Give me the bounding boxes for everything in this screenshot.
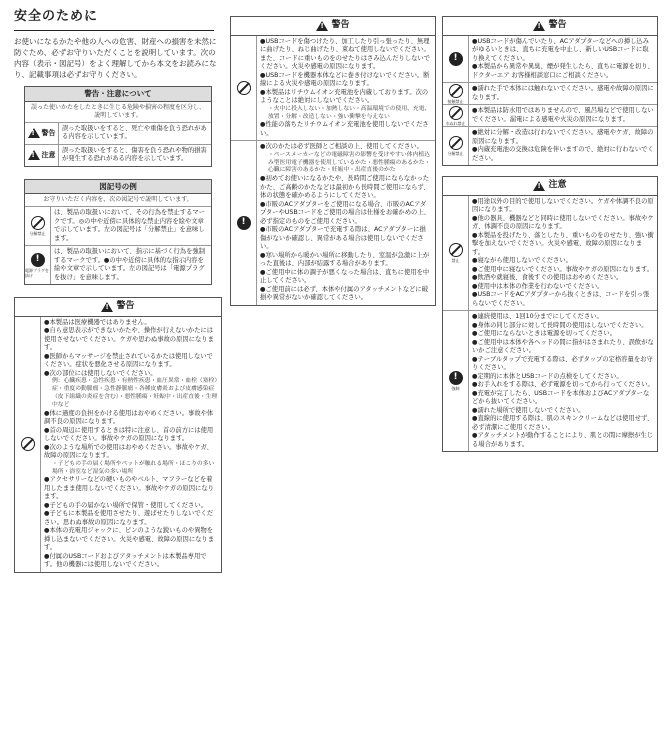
warning-list-2a: ●USBコードを傷つけたり、加工したり引っ張ったり、無理に曲げたり、ねじ曲げたり、束ねて使用しないでください。また、コードに重いものをのせたりはさみ込んだりしないでください。火災や感電の原因になります。 ●USBコードを機器本体などに巻き付けないでください。断線による火災や感電の原因になります。 ●本製品はリチウムイオン充電池を内蔵しております。次のようなことは絶対にしないでください。 ・火中に投入しない・加熱しない・高温環境での使用、充電、放置・分解・改造しない・強い衝撃を与えない ●性能の落ちたリチウムイオン充電池を使用しないでください。 <box>260 37 431 137</box>
symbol-must-row <box>25 246 211 284</box>
warning-icon-cell-3b: 接触禁止 <box>443 83 469 104</box>
warning-box-3 <box>442 16 658 166</box>
caution-icon-cell-b: ! 強制 <box>443 311 469 451</box>
warning-icon-cell-2a <box>231 36 257 141</box>
symbol-no-cell: 分解禁止 <box>25 207 51 245</box>
caution-icon-cell-a: 禁止 <box>443 196 469 311</box>
legend-caution-row <box>25 145 211 166</box>
page-title: 安全のために <box>14 9 99 24</box>
legend-sub: 誤った使いかたをしたときに生じる危険や損害の程度を区分し、説明しています。 <box>25 102 211 123</box>
warning-head-2: ! 警告 <box>231 17 435 36</box>
symbols-sub: お守りいただく内容を、次の図記号で説明しています。 <box>25 194 211 207</box>
caution-icon <box>28 150 40 160</box>
caution-head: ! 注意 <box>443 177 657 196</box>
warning-box-1 <box>14 297 222 573</box>
legend-caution-text: 誤った取扱いをすると、傷害を負う恐れや物的損害が発生する恐れがある内容を示しています。 <box>62 146 207 163</box>
warning-icon <box>101 302 113 312</box>
warning-icon <box>533 21 545 31</box>
legend-head: 警告・注意について <box>25 87 211 102</box>
symbols-head: 図記号の例 <box>25 180 211 195</box>
legend-warn-row <box>25 123 211 145</box>
mandatory-icon <box>449 52 463 66</box>
warning-head-3: ! 警告 <box>443 17 657 36</box>
mandatory-icon <box>31 253 45 267</box>
warning-row-3a <box>443 36 657 84</box>
warning-list-3d: ●絶対に分解・改造は行わないでください。感電やケガ、故障の原因になります。 ●内蔵充電池の交換は危険を伴いますので、絶対に行わないでください。 <box>472 129 654 162</box>
column-left <box>14 0 222 573</box>
title-divider <box>14 30 214 31</box>
prohibition-icon <box>449 243 463 257</box>
warning-icon-cell-3a <box>443 36 469 83</box>
symbols-box <box>24 179 212 286</box>
prohibition-icon <box>21 437 35 451</box>
caution-list-a: ●用途以外の目的で使用しないでください。ケガや体調不良の原因になります。 ●他の器具、機器などと同時に使用しないでください。事故やケガ、体調不良の原因になります。 ●本製品を投げたり、落としたり、重いものをのせたり、強い衝撃を加えないでください。火災や感電、故障の原因になります。 ●寝ながら使用しないでください。 ●ご使用中に寝ないでください。事故やケガの原因になります。 ●飲酒や就寝後、食後すぐの使用はおやめください。 ●使用中は本体の作業を行わないでください。 ●USBコードをACアダプターから抜くときは、コードを引っ張らないでください。 <box>472 197 654 307</box>
warning-list-1: ●本製品は医療機器ではありません。 ●自ら意思表示ができないかたや、操作が行えないかたには使用させないでください。ケガや思わぬ事故の原因になります。 ●医師からマッサージを禁止されているかたは使用しないでください。症状を悪化させる原因になります。 ●次の部位には使用しないでください。 例：心臓疾患・急性疾患・有熱性疾患・血圧異常・血栓（塞栓）症・重度の動脈瘤・急性静脈瘤・各種皮膚炎および皮膚感染症（皮下組織の炎症を含む）・悪性腫瘍・妊娠中・出産直後・生理中など ●体に過度の負担をかける使用はおやめください。事故や体調不良の原因になります。 ●首の周辺に使用するときは特に注意し、首の前方には使用しないでください。事故やケガの原因になります。 ●次のような場所での使用はおやめください。事故やケガ、故障の原因になります。 ・子どもの手の届く場所やペットが触れる場所・ほこりの多い場所・浴室など湿気の多い場所 ●アクセサリーなどの硬いものやベルト、マフラーなどを着用したまま使用しないでください。事故やケガの原因になります。 ●子どもの手の届かない場所で保管・使用してください。 ●子どもに本製品を使用させたり、遊ばせたりしないでください。思わぬ事故の原因になります。 ●本体の充電用ジャックに、ピンのような鋭いものや異物を挿し込まないでください。火災や感電、故障の原因になります。 ●付属のUSBコードおよびアタッチメントは本製品専用です。他の機器には使用しないでください。 <box>44 318 218 569</box>
caution-list-b: ●連続使用は、1回10分までにしてください。 ●身体の同じ部分に対して長時間の使用はしないでください。 ●ご使用にならないときは電源を切ってください。 ●ご使用中は本体や各ヘッドの間に指がはさまれたり、誤飲がないかご注意ください。 ●テーブルタップで充電する際は、必ずタップの定格容量をお守りください。 ●定期的に本体とUSBコードの点検をしてください。 ●お手入れをする際は、必ず電源を切ってから行ってください。 ●充電が完了したら、USBコードを本体およびACアダプターなどから抜いてください。 ●濡れた場所で使用しないでください。 ●直線的に使用する際は、肌のスキンクリームなどは使用せず、必ず清潔にご使用ください。 ●アタッチメントが動作することにより、肌との間に摩擦が生じる場合があります。 <box>472 313 654 448</box>
caution-icon <box>533 181 545 191</box>
warning-icon-cell-3d: 分解禁止 <box>443 127 469 165</box>
symbol-no-row <box>25 207 211 246</box>
legend-caution-label: ! 注意 <box>25 145 59 166</box>
caution-box <box>442 176 658 452</box>
warning-icon <box>28 128 40 138</box>
warning-row-1 <box>15 317 221 572</box>
symbol-must-cell: ! 電源プラグを抜け <box>25 246 51 284</box>
no-water-icon <box>449 106 463 120</box>
warning-list-3b: ●濡れた手で本体には触れないでください。感電や故障の原因になります。 <box>472 85 654 101</box>
legend-warn-text: 誤った取扱いをすると、死亡や重傷を負う恐れがある内容を示しています。 <box>62 124 207 141</box>
warning-list-3c: ●本製品は防水用ではありませんので、風呂場などで使用しないでください。漏電による感電や火災の原因になります。 <box>472 107 654 123</box>
warning-list-2b: ●次のかたは必ず医師とご相談の上、使用してください。 ・ペースメーカーなどの電磁障害の影響を受けやすい体内植込み型医用電子機器を使用しているかた・悪性腫瘍のあるかた・心臓に障害のあるかた・妊娠中・出産直後のかた ●初めてお使いになるかたや、長時間ご使用にならなかったかた、ご高齢のかたなどは最初から長時間ご使用にならず、体の状態を確かめるようにしてください。 ●市販のACアダプターをご使用になる場合、市販のACアダプターやUSBコードをご使用の場合は仕様をお確かめの上、必ず指定のものをご使用ください。 ●市販のACアダプターで充電する際は、ACアダプターに損傷がないか確認し、異常がある場合は使用しないでください。 ●寒い場所から暖かい場所に移動したり、室温が急激に上がった直後は、内部が結露する場合があります。 ●ご使用中に体の調子が悪くなった場合は、直ちに使用を中止してください。 ●ご使用前には必ず、本体や付属のアタッチメントなどに破損や異常がないか確認してください。 <box>260 143 431 302</box>
warning-row-3c <box>443 105 657 127</box>
symbol-must-text: は、製品の取扱いにおいて、指示に基づく行為を強制するマークです。●の中や近傍に具体的な指示内容を絵や文章で示しています。左の図記号は「電源プラグを抜け」を意味します。 <box>54 248 205 281</box>
warning-icon <box>316 21 328 31</box>
legend-box <box>24 86 212 166</box>
warning-box-2 <box>230 16 436 306</box>
prohibition-icon <box>237 81 251 95</box>
warning-icon-cell-3c: 水ぬれ禁止 <box>443 105 469 126</box>
warning-icon-cell-2b <box>231 141 257 304</box>
warning-row-3d <box>443 127 657 165</box>
warning-head-1: ! 警告 <box>15 298 221 317</box>
warning-row-2b <box>231 141 435 304</box>
column-middle <box>230 16 436 306</box>
warning-row-2a <box>231 36 435 142</box>
caution-row-a <box>443 196 657 312</box>
prohibition-icon <box>31 216 45 230</box>
no-disassembly-icon <box>449 136 463 150</box>
legend-warn-label: ! 警告 <box>25 123 59 144</box>
column-right <box>442 16 658 452</box>
mandatory-icon <box>449 371 463 385</box>
mandatory-icon <box>237 216 251 230</box>
no-touch-icon <box>449 84 463 98</box>
warning-row-3b <box>443 83 657 105</box>
caution-row-b <box>443 311 657 451</box>
intro-text: お使いになるかたや他の人への危害、財産への損害を未然に防ぐため、必ずお守りいただくことを説明しています。次の内容（表示・図記号）をよく理解してから本文をお読みになり、記載事項は必ずお守りください。 <box>14 36 217 79</box>
symbol-no-text: は、製品の取扱いにおいて、その行為を禁止するマークです。◎の中や近傍に具体的な禁止内容を絵や文章で示しています。左の図記号は「分解禁止」を意味します。 <box>54 209 205 242</box>
warning-icon-cell-1 <box>15 317 41 572</box>
warning-list-3a: ●USBコードが傷んでいたり、ACアダプターなどへの挿し込みがゆるいときは、直ちに充電を中止し、新しいUSBコードに取り換えてください。 ●本製品から異常や異臭、煙が発生したら、直ちに電源を切り、ドクターエア お客様相談窓口にご相談ください。 <box>472 37 654 79</box>
